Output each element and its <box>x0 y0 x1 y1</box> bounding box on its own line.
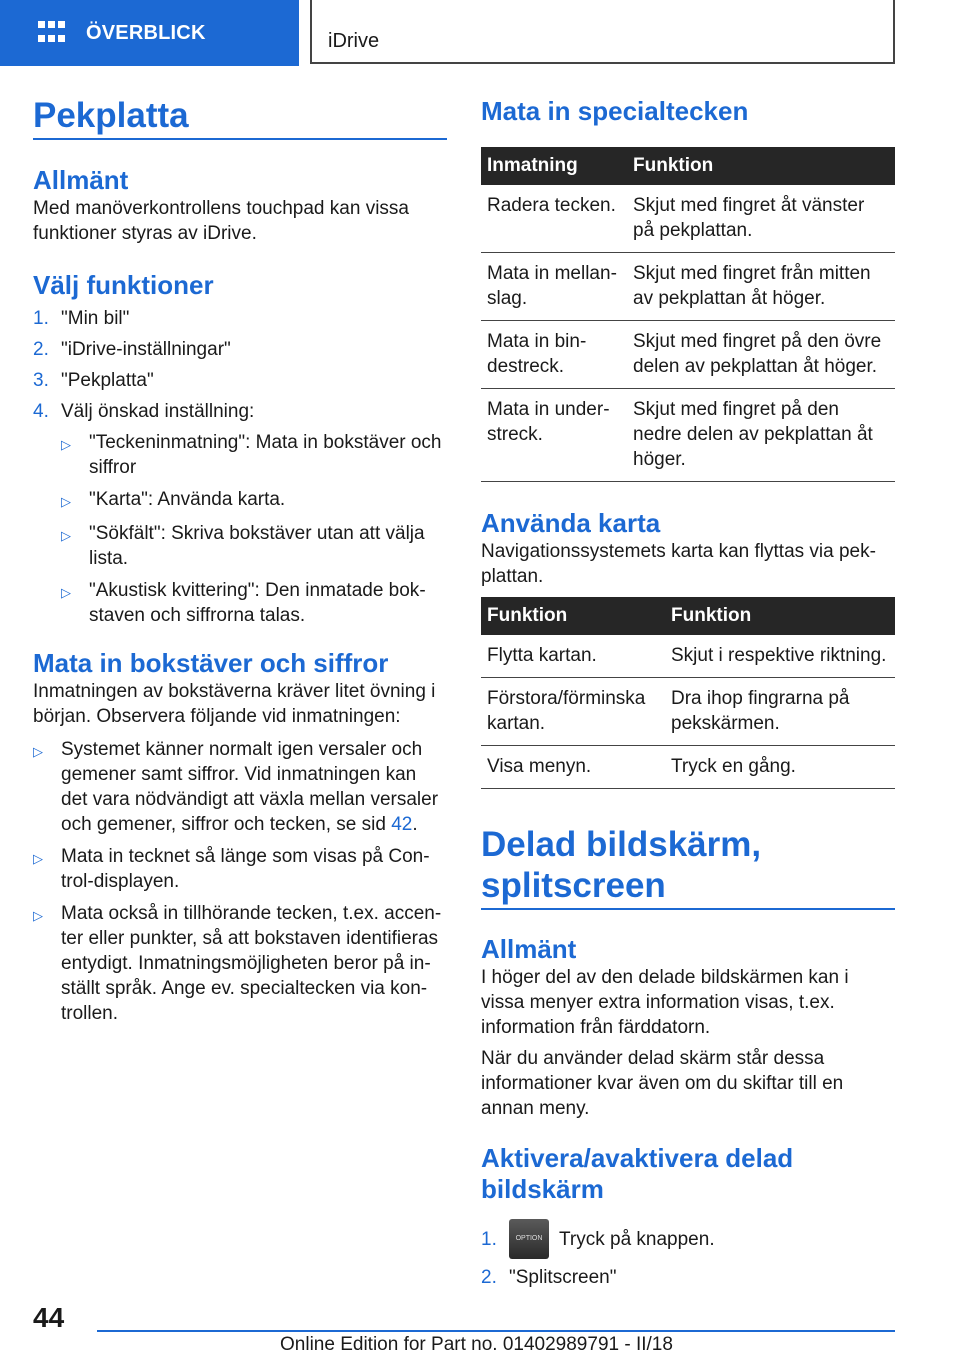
input-heading: Mata in bokstäver och siffror <box>33 647 389 678</box>
split-general-heading: Allmänt <box>481 933 577 964</box>
table-row: Mata in mellanslag. Skjut med fingret från mitten av pekplattan åt höger. <box>481 253 895 321</box>
map-heading: Använda karta <box>481 508 661 539</box>
edition-text: Online Edition for Part no. 01402989791 - II/18 <box>280 1334 673 1355</box>
option-item: ▷ "Akustisk kvittering": Den inmatade bokstaven och siffrorna talas. <box>61 579 426 626</box>
input-text: Inmatningen av bokstäverna kräver litet övning i början. Observera följande vid inmatningen: <box>33 680 436 727</box>
left-column <box>33 96 447 1033</box>
table-header: Funktion <box>627 147 895 185</box>
table-row: Förstora/förminska kartan. Dra ihop fingrarna på pekskärmen. <box>481 678 895 746</box>
select-steps <box>33 306 447 424</box>
special-table <box>481 147 895 482</box>
toggle-heading: Aktivera/avaktivera delad bildskärm <box>481 1143 794 1205</box>
footer-divider <box>97 1330 895 1332</box>
overview-label: ÖVERBLICK <box>86 21 206 44</box>
triangle-bullet-icon: ▷ <box>33 743 43 759</box>
split-text-1: I höger del av den delade bildskärmen kan i vissa menyer extra information visas, t.ex. information från färddatorn. <box>481 967 849 1039</box>
bullet-item: ▷ Mata också in tillhörande tecken, t.ex. accenter eller punkter, så att bokstaven identifieras entydigt. Inmatningsmöjligheten beror på inställt språk. Ange ev. specialtecken via kontrollen. <box>33 902 442 1024</box>
select-options <box>33 430 447 628</box>
bullet-item: ▷ Mata in tecknet så länge som visas på Control-displayen. <box>33 845 430 892</box>
triangle-bullet-icon: ▷ <box>33 907 43 923</box>
triangle-bullet-icon: ▷ <box>33 850 43 866</box>
option-item: ▷ "Teckeninmatning": Mata in bokstäver och siffror <box>61 431 442 478</box>
table-row: Radera tecken. Skjut med fingret åt vänster på pekplattan. <box>481 185 895 253</box>
table-row: Mata in understreck. Skjut med fingret på den nedre delen av pekplattan åt höger. <box>481 389 895 482</box>
special-heading: Mata in specialtecken <box>481 96 749 126</box>
option-button-icon: OPTION <box>509 1219 549 1259</box>
split-title: Delad bildskärm, splitscreen <box>481 825 762 905</box>
option-item: ▷ "Sökfält": Skriva bokstäver utan att välja lista. <box>61 522 425 569</box>
input-bullets <box>33 737 447 1026</box>
bullet-item: ▷ Systemet känner normalt igen versaler och gemener samt siffror. Vid inmatningen kan det vara nödvändigt att växla mellan versaler och gemener, siffror och tecken, se sid 42. <box>33 738 439 835</box>
map-table <box>481 597 895 789</box>
section-tab[interactable] <box>310 0 895 64</box>
table-row: Visa menyn. Tryck en gång. <box>481 746 895 789</box>
table-row: Mata in bindestreck. Skjut med fingret på den övre delen av pekplattan åt höger. <box>481 321 895 389</box>
triangle-bullet-icon: ▷ <box>61 584 71 600</box>
split-text-2: När du använder delad skärm står dessa informationer kvar även om du skiftar till en annan meny. <box>481 1048 844 1120</box>
step-item: 2. "Splitscreen" <box>481 1267 617 1289</box>
triangle-bullet-icon: ▷ <box>61 527 71 543</box>
option-item: ▷ "Karta": Använda karta. <box>33 487 447 514</box>
top-bar <box>0 0 960 66</box>
step-item: 1. "Min bil" <box>33 307 130 329</box>
step-item: 4. Välj önskad inställning: <box>33 400 255 422</box>
select-heading: Välj funktioner <box>33 270 214 301</box>
page-link[interactable]: 42 <box>391 813 413 835</box>
toggle-steps <box>481 1219 895 1290</box>
triangle-bullet-icon: ▷ <box>61 436 71 452</box>
general-heading: Allmänt <box>33 165 129 196</box>
table-header: Funktion <box>481 597 665 635</box>
general-text: Med manöverkontrollens touchpad kan vissa funktioner styras av iDrive. <box>33 198 409 245</box>
step-item: 1. OPTION Tryck på knappen. <box>481 1219 895 1259</box>
map-text: Navigationssystemets karta kan flyttas via pekplattan. <box>481 541 876 588</box>
grid-icon <box>38 21 66 45</box>
triangle-bullet-icon: ▷ <box>61 493 71 509</box>
page-number: 44 <box>33 1302 65 1333</box>
table-header: Funktion <box>665 597 895 635</box>
table-row: Flytta kartan. Skjut i respektive riktning. <box>481 635 895 678</box>
step-item: 3. "Pekplatta" <box>33 369 154 391</box>
section-label: iDrive <box>328 30 380 52</box>
step-item: 2. "iDrive-inställningar" <box>33 338 231 360</box>
overview-tab[interactable] <box>0 0 299 66</box>
right-column <box>481 96 895 1296</box>
table-header: Inmatning <box>481 147 627 185</box>
page-title: Pekplatta <box>33 96 189 135</box>
